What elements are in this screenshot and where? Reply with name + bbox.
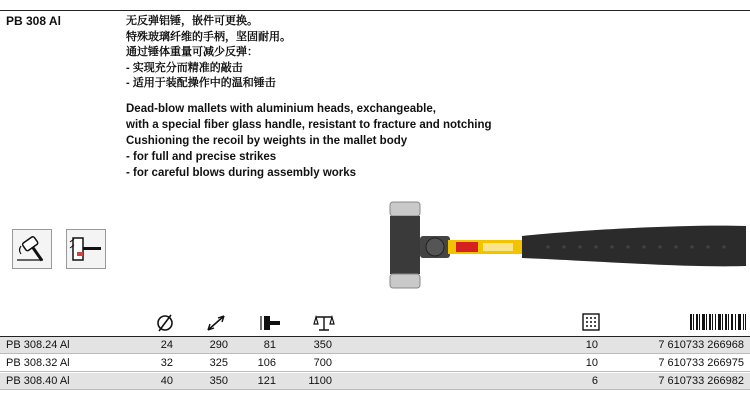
description-zh-line: - 实现充分而精准的敲击 <box>126 61 243 74</box>
description-english <box>126 101 492 181</box>
top-rule <box>0 10 750 11</box>
hammer-strike-icon <box>12 229 52 269</box>
cell-ean: 7 610733 266975 <box>658 357 744 369</box>
description-en-line: - for full and precise strikes <box>126 151 277 163</box>
diameter-icon <box>156 313 174 333</box>
description-zh-line: 通过锤体重量可减少反弹： <box>126 46 258 58</box>
assembly-blow-icon <box>66 229 106 269</box>
cell-diameter: 40 <box>160 375 173 387</box>
cell-pack-quantity: 6 <box>591 375 598 387</box>
description-en-line: Cushioning the recoil by weights in the mallet body <box>126 135 408 147</box>
cell-pack-quantity: 10 <box>585 357 598 369</box>
cell-head-length: 121 <box>257 375 276 387</box>
barcode-icon <box>690 313 746 333</box>
head-length-icon <box>260 313 282 333</box>
cell-head-length: 81 <box>263 339 276 351</box>
cell-code: PB 308.40 Al <box>6 375 70 387</box>
table-row <box>0 337 750 353</box>
cell-diameter: 32 <box>160 357 173 369</box>
weight-icon <box>313 313 335 333</box>
description-zh-line: 特殊玻璃纤维的手柄，坚固耐用。 <box>126 30 291 43</box>
description-en-line: with a special fiber glass handle, resistant to fracture and notching <box>126 119 492 131</box>
table-bottom-rule <box>0 389 750 390</box>
table-row <box>0 355 750 371</box>
cell-weight: 700 <box>313 357 332 369</box>
length-icon <box>205 313 227 333</box>
description-en-line: Dead-blow mallets with aluminium heads, exchangeable, <box>126 103 436 115</box>
product-model: PB 308 Al <box>6 14 61 28</box>
cell-length: 290 <box>209 339 228 351</box>
description-en-line: - for careful blows during assembly works <box>126 167 357 179</box>
row-divider <box>0 371 750 372</box>
cell-head-length: 106 <box>257 357 276 369</box>
cell-length: 325 <box>209 357 228 369</box>
description-zh-line: - 适用于装配操作中的温和锤击 <box>126 77 276 89</box>
table-row <box>0 373 750 389</box>
pack-quantity-icon <box>582 313 600 333</box>
row-divider <box>0 353 750 354</box>
cell-weight: 350 <box>313 339 332 351</box>
cell-pack-quantity: 10 <box>585 339 598 351</box>
description-zh-line: 无反弹铝锤，嵌件可更换。 <box>126 15 258 27</box>
cell-ean: 7 610733 266982 <box>658 375 744 387</box>
cell-ean: 7 610733 266968 <box>658 339 744 351</box>
cell-diameter: 24 <box>160 339 173 351</box>
description-chinese <box>126 14 291 92</box>
cell-code: PB 308.32 Al <box>6 357 70 369</box>
cell-length: 350 <box>209 375 228 387</box>
cell-code: PB 308.24 Al <box>6 339 70 351</box>
mallet-photo <box>388 196 750 296</box>
cell-weight: 1100 <box>308 375 332 387</box>
